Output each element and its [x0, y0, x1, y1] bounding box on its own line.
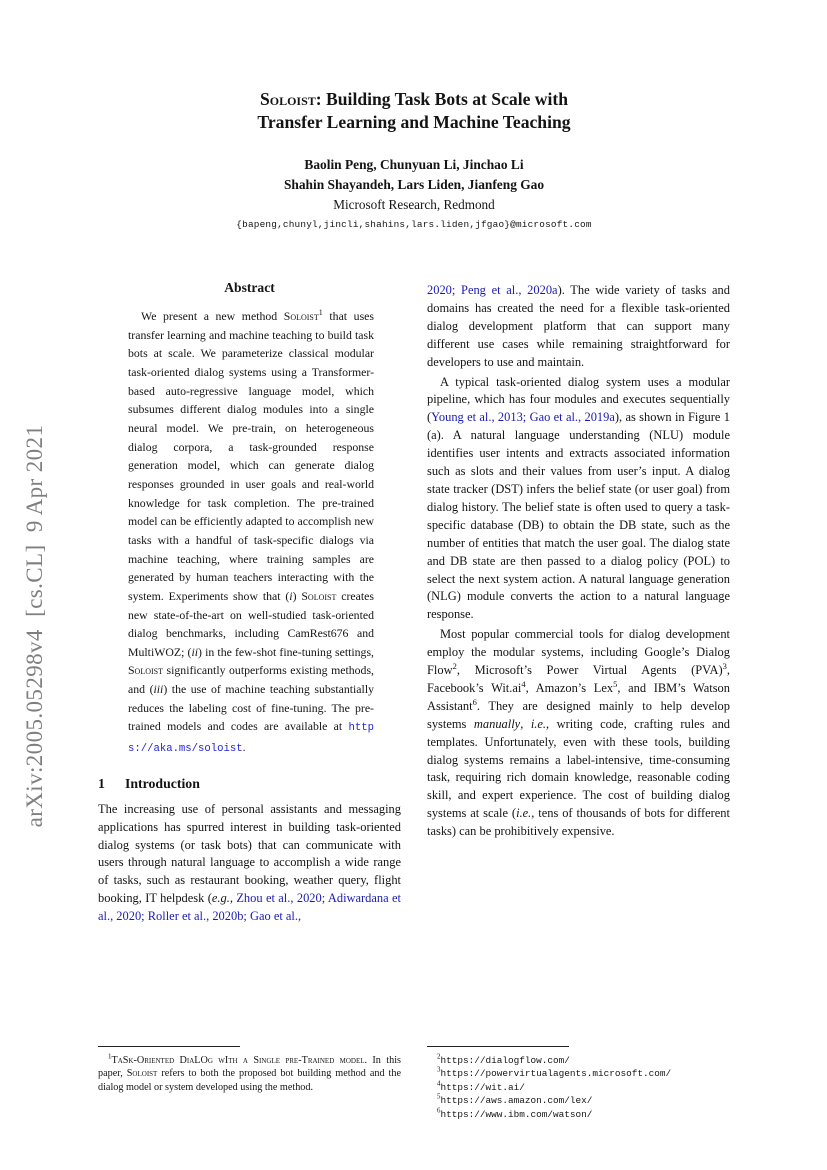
text-span: refers to both the proposed bot building method and the dialog model or system developed using the method. [98, 1068, 401, 1093]
paper-title [98, 88, 730, 134]
text-span: , [520, 716, 531, 731]
text-span: that uses transfer learning and machine teaching to build task bots at scale. We parameterize classical modular task-oriented dialog systems using a Transformer-based auto-regressive language model, which subsumes different dialog modules into a single neural model. We pre-train, on heterogeneous dialog corpora, a task-grounded response generation model, which can generate dialog responses grounded in user goals and real-world knowledge for task completion. The pre-trained model can be efficiently adapted to accomplish new tasks with a handful of task-specific dialogs via machine teaching, where training samples are generated by human teachers interacting with the system. Experiments show that ( [128, 309, 375, 603]
footnote-url[interactable]: https://wit.ai/ [440, 1081, 525, 1093]
footnote-url[interactable]: https://aws.amazon.com/lex/ [440, 1095, 593, 1107]
footnote-url[interactable]: https://www.ibm.com/watson/ [440, 1108, 593, 1120]
right-column [427, 282, 730, 843]
text-span: Soloist [301, 588, 337, 603]
text-span: Soloist [259, 89, 316, 109]
author-line-2: Shahin Shayandeh, Lars Liden, Jianfeng Gao [283, 177, 545, 192]
text-span: Most popular commercial tools for dialog development employ the modular systems, including Google’s Dialog Flow [427, 627, 730, 678]
text-span: i [289, 588, 293, 603]
text-span: . [242, 740, 246, 755]
text-span: , Facebook’s Wit.ai [427, 663, 730, 695]
footnote-rule-right [427, 1046, 569, 1047]
footnote-url[interactable]: https://dialogflow.com/ [440, 1055, 570, 1066]
text-span: i.e., [516, 806, 535, 821]
left-footnotes [98, 1046, 401, 1094]
text-span: i.e., [530, 716, 550, 731]
footnote-marker: 1 [108, 1053, 112, 1061]
text-span: ) [292, 588, 302, 603]
text-span: A typical task-oriented dialog system uses a modular pipeline, which has four modules and executes sequentially ( [427, 374, 730, 425]
text-span: writing code, crafting rules and templates. Unfortunately, even with these tools, building dialog systems remains a label-intensive, time-consuming task, requiring rich domain knowledge, reasonable coding skill, and expert experience. The cost of building dialog systems at scale ( [427, 716, 731, 821]
intro-paragraph [98, 801, 401, 926]
text-span: manually [473, 716, 521, 731]
footnote-marker: 5 [613, 678, 618, 689]
text-span: e.g., [211, 891, 233, 906]
text-span: ii [191, 644, 199, 659]
citation-link[interactable]: Young et al., 2013; Gao et al., 2019a [431, 410, 615, 425]
title-line-1 [98, 88, 730, 111]
footnote-marker: 6 [437, 1107, 441, 1115]
text-span: Soloist [128, 663, 164, 678]
text-span: , and IBM’s Watson Assistant [427, 680, 730, 713]
right-footnotes [427, 1046, 730, 1121]
footnote-rule-left [98, 1046, 240, 1047]
footnote-url[interactable]: https://powervirtualagents.microsoft.com/ [440, 1068, 672, 1080]
text-span: . They are designed mainly to help develop systems [427, 698, 730, 731]
text-span: tens of thousands of bots for different tasks) can be prohibitively expensive. [427, 806, 730, 839]
text-span: ) the use of machine teaching substantially reduces the labeling cost of fine-tuning. The pre-trained models and codes are available at [128, 682, 374, 734]
url-link[interactable]: https://aka.ms/soloist [128, 722, 374, 756]
text-span: , Microsoft’s Power Virtual Agents (PVA) [456, 663, 723, 678]
text-span: We present a new method [141, 309, 284, 323]
footnote-3 [427, 1067, 730, 1080]
footnote-4 [427, 1081, 730, 1094]
text-span: ) in the few-shot fine-tuning settings, [198, 644, 374, 659]
text-span: , Amazon’s Lex [525, 680, 614, 695]
author-block [98, 155, 730, 235]
title-line-2: Transfer Learning and Machine Teaching [257, 112, 571, 132]
citation-link[interactable]: 2020; Peng et al., 2020a [427, 283, 558, 297]
paragraph-continuation [427, 282, 730, 372]
text-span: Soloist [283, 309, 319, 323]
text-span: iii [153, 682, 164, 697]
section-heading-introduction [98, 776, 401, 792]
footnote-marker: 4 [437, 1080, 441, 1088]
footnote-marker: 3 [437, 1067, 441, 1075]
footnote-5 [427, 1094, 730, 1107]
footnote-marker: 3 [722, 660, 727, 671]
left-column [98, 280, 401, 928]
text-span: ). The wide variety of tasks and domains has created the need for a flexible task-oriented dialog development platform that can support many different use cases while remaining straightforward for developers to use and maintain. [427, 283, 730, 369]
footnote-marker: 6 [472, 696, 477, 707]
text-span: creates new state-of-the-art on well-studied task-oriented dialog benchmarks, including CamRest676 and MultiWOZ; ( [128, 588, 374, 659]
arxiv-watermark: arXiv:2005.05298v4 [cs.CL] 9 Apr 2021 [22, 424, 47, 828]
footnote-marker: 2 [437, 1053, 441, 1061]
text-span: Soloist [126, 1068, 158, 1080]
footnote-marker: 4 [521, 678, 526, 689]
paragraph-modular-pipeline [427, 374, 730, 625]
abstract-body [128, 307, 374, 759]
text-span: TaSk-Oriented DiaLOg wIth a Single pre-Trained model [111, 1055, 365, 1066]
section-number: 1 [98, 775, 105, 791]
footnote-1 [98, 1054, 401, 1094]
abstract-heading: Abstract [224, 280, 275, 295]
text-span: significantly outperforms existing methods, and ( [128, 663, 374, 697]
footnote-6 [427, 1108, 730, 1121]
paragraph-commercial-tools [427, 626, 730, 841]
footnote-marker: 5 [437, 1093, 441, 1101]
affiliation: Microsoft Research, Redmond [333, 197, 495, 212]
email-line: {bapeng,chunyl,jincli,shahins,lars.liden,jfgao}@microsoft.com [236, 219, 592, 230]
footnote-marker: 2 [452, 660, 457, 671]
footnote-2 [427, 1054, 730, 1067]
text-span: The increasing use of personal assistants and messaging applications has spurred interest in building task-oriented dialog systems (or task bots) that can communicate with users through natural language to accomplish a wide range of tasks, such as restaurant booking, weather query, flight booking, IT helpdesk ( [98, 801, 401, 906]
paper-header [98, 88, 730, 235]
author-line-1: Baolin Peng, Chunyuan Li, Jinchao Li [304, 157, 524, 172]
section-title: Introduction [125, 775, 200, 791]
text-span: . In this paper, [98, 1055, 401, 1080]
text-span: ), as shown in Figure 1 (a). A natural language understanding (NLU) module identifies user intents and extracts associated information such as slots and their values from user’s input. A dialog state tracker (DST) infers the belief state (or user goal) from dialog history. The belief state is often used to query a task-specific database (DB) to obtain the DB state, such as the number of entities that match the user goal. The dialog state and DB state are then passed to a dialog policy (POL) to select the next system action. A natural language generation (NLG) module converts the action to a natural language response. [427, 410, 730, 622]
text-span: : Building Task Bots at Scale with [315, 89, 569, 109]
citation-link[interactable]: Zhou et al., 2020; Adiwardana et al., 2020; Roller et al., 2020b; Gao et al., [98, 891, 401, 924]
footnote-marker: 1 [318, 308, 323, 318]
